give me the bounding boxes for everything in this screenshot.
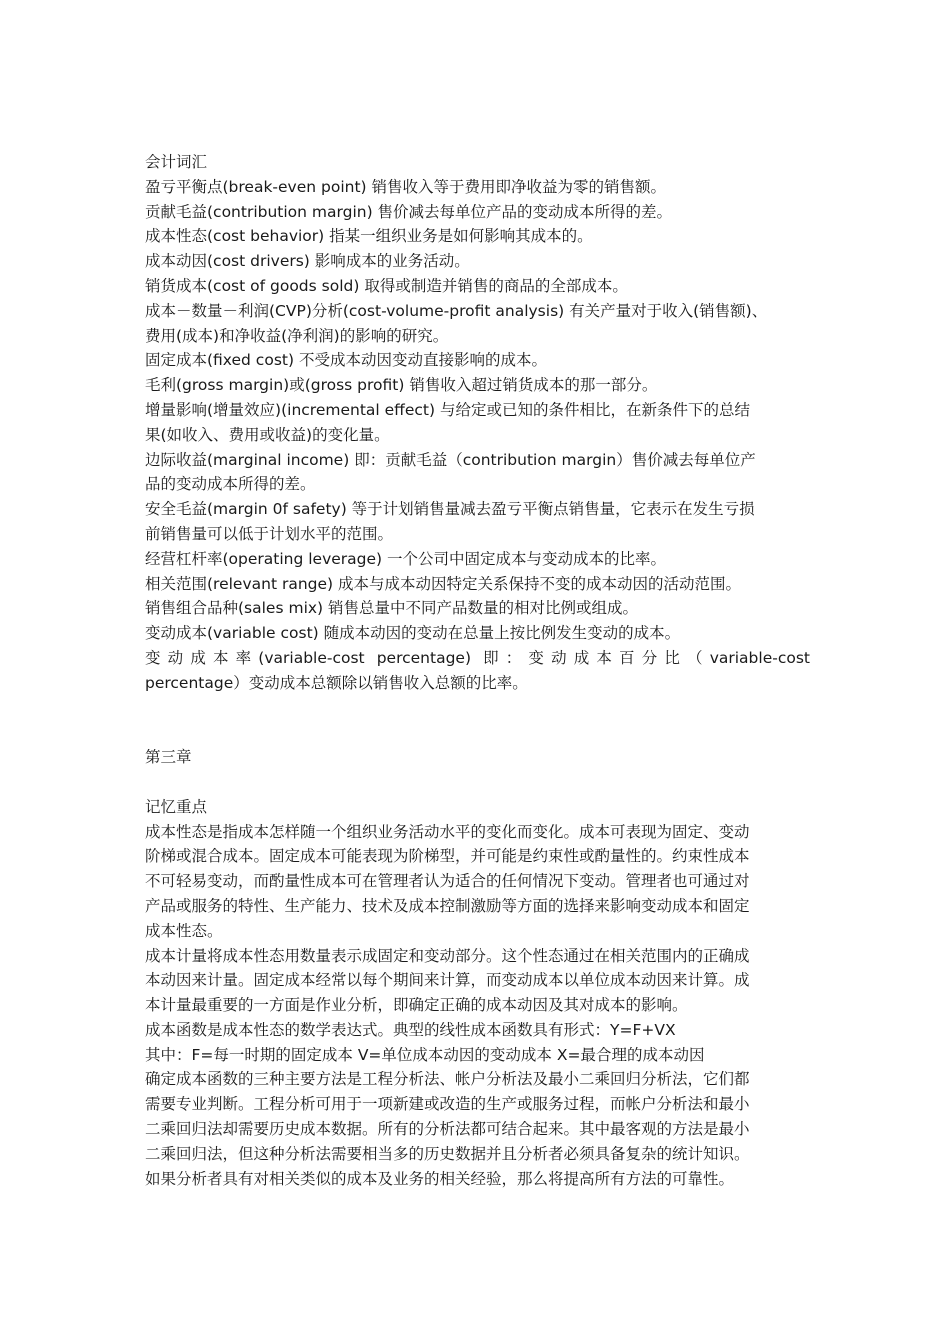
glossary-line: 费用(成本)和净收益(净利润)的影响的研究。: [145, 326, 449, 345]
memory-line: 成本性态。: [145, 921, 223, 940]
memory-line: 二乘回归法却需要历史成本数据。所有的分析法都可结合起来。其中最客观的方法是最小: [145, 1120, 750, 1139]
glossary-line: 经营杠杆率(operating leverage) 一个公司中固定成本与变动成本的比率。: [145, 549, 667, 568]
memory-line: 成本函数是成本性态的数学表达式。典型的线性成本函数具有形式：Y=F+VX: [145, 1020, 676, 1039]
glossary-line: 相关范围(relevant range) 成本与成本动因特定关系保持不变的成本动因的活动范围。: [145, 574, 742, 593]
memory-line: 确定成本函数的三种主要方法是工程分析法、帐户分析法及最小二乘回归分析法，它们都: [145, 1070, 750, 1089]
memory-line: 如果分析者具有对相关类似的成本及业务的相关经验，那么将提高所有方法的可靠性。: [145, 1169, 735, 1188]
glossary-line: 贡献毛益(contribution margin) 售价减去每单位产品的变动成本所得的差。: [145, 202, 673, 221]
memory-line: 本动因来计量。固定成本经常以每个期间来计算，而变动成本以单位成本动因来计算。成: [145, 971, 750, 990]
memory-line: 成本计量将成本性态用数量表示成固定和变动部分。这个性态通过在相关范围内的正确成: [145, 946, 750, 965]
glossary-line: 增量影响(增量效应)(incremental effect) 与给定或已知的条件相比，在新条件下的总结: [145, 400, 750, 419]
memory-line: 成本性态是指成本怎样随一个组织业务活动水平的变化而变化。成本可表现为固定、变动: [145, 822, 750, 841]
glossary-line: 销货成本(cost of goods sold) 取得或制造并销售的商品的全部成本。: [145, 276, 628, 295]
glossary-line: 变动成本(variable cost) 随成本动因的变动在总量上按比例发生变动的成本。: [145, 624, 681, 643]
blank-line: [145, 770, 810, 795]
memory-line: 本计量最重要的一方面是作业分析，即确定正确的成本动因及其对成本的影响。: [145, 996, 688, 1015]
memory-title: 记忆重点: [145, 797, 208, 816]
glossary-line: 品的变动成本所得的差。: [145, 475, 316, 494]
memory-line: 产品或服务的特性、生产能力、技术及成本控制激励等方面的选择来影响变动成本和固定: [145, 896, 750, 915]
memory-line: 其中：F=每一时期的固定成本 V=单位成本动因的变动成本 X=最合理的成本动因: [145, 1045, 705, 1064]
blank-line: [145, 696, 810, 721]
glossary-line: 销售组合品种(sales mix) 销售总量中不同产品数量的相对比例或组成。: [145, 599, 639, 618]
memory-line: 阶梯或混合成本。固定成本可能表现为阶梯型，并可能是约束性或酌量性的。约束性成本: [145, 847, 750, 866]
glossary-line: 毛利(gross margin)或(gross profit) 销售收入超过销货成本的那一部分。: [145, 376, 658, 395]
glossary-line: 果(如收入、费用或收益)的变化量。: [145, 425, 390, 444]
glossary-line: 变动成本率(variable-cost percentage) 即：变动成本百分比（variable-cost: [145, 648, 810, 667]
chapter-title: 第三章: [145, 748, 192, 767]
glossary-line: 成本－数量－利润(CVP)分析(cost-volume-profit analysis) 有关产量对于收入(销售额)、: [145, 301, 768, 320]
glossary-line: percentage）变动成本总额除以销售收入总额的比率。: [145, 673, 528, 692]
glossary-line: 成本性态(cost behavior) 指某一组织业务是如何影响其成本的。: [145, 227, 593, 246]
document-page: [145, 150, 810, 1191]
glossary-line: 安全毛益(margin 0f safety) 等于计划销售量减去盈亏平衡点销售量，它表示在发生亏损: [145, 500, 755, 519]
memory-line: 二乘回归法，但这种分析法需要相当多的历史数据并且分析者必须具备复杂的统计知识。: [145, 1144, 750, 1163]
glossary-title: 会计词汇: [145, 153, 208, 171]
memory-line: 需要专业判断。工程分析可用于一项新建或改造的生产或服务过程，而帐户分析法和最小: [145, 1095, 750, 1114]
glossary-line: 固定成本(fixed cost) 不受成本动因变动直接影响的成本。: [145, 351, 547, 370]
glossary-line: 边际收益(marginal income) 即：贡献毛益（contribution margin）售价减去每单位产: [145, 450, 756, 469]
memory-line: 不可轻易变动，而酌量性成本可在管理者认为适合的任何情况下变动。管理者也可通过对: [145, 872, 750, 891]
glossary-line: 前销售量可以低于计划水平的范围。: [145, 524, 394, 543]
glossary-line: 盈亏平衡点(break-even point) 销售收入等于费用即净收益为零的销售额。: [145, 177, 667, 196]
glossary-line: 成本动因(cost drivers) 影响成本的业务活动。: [145, 252, 470, 271]
blank-line: [145, 720, 810, 745]
